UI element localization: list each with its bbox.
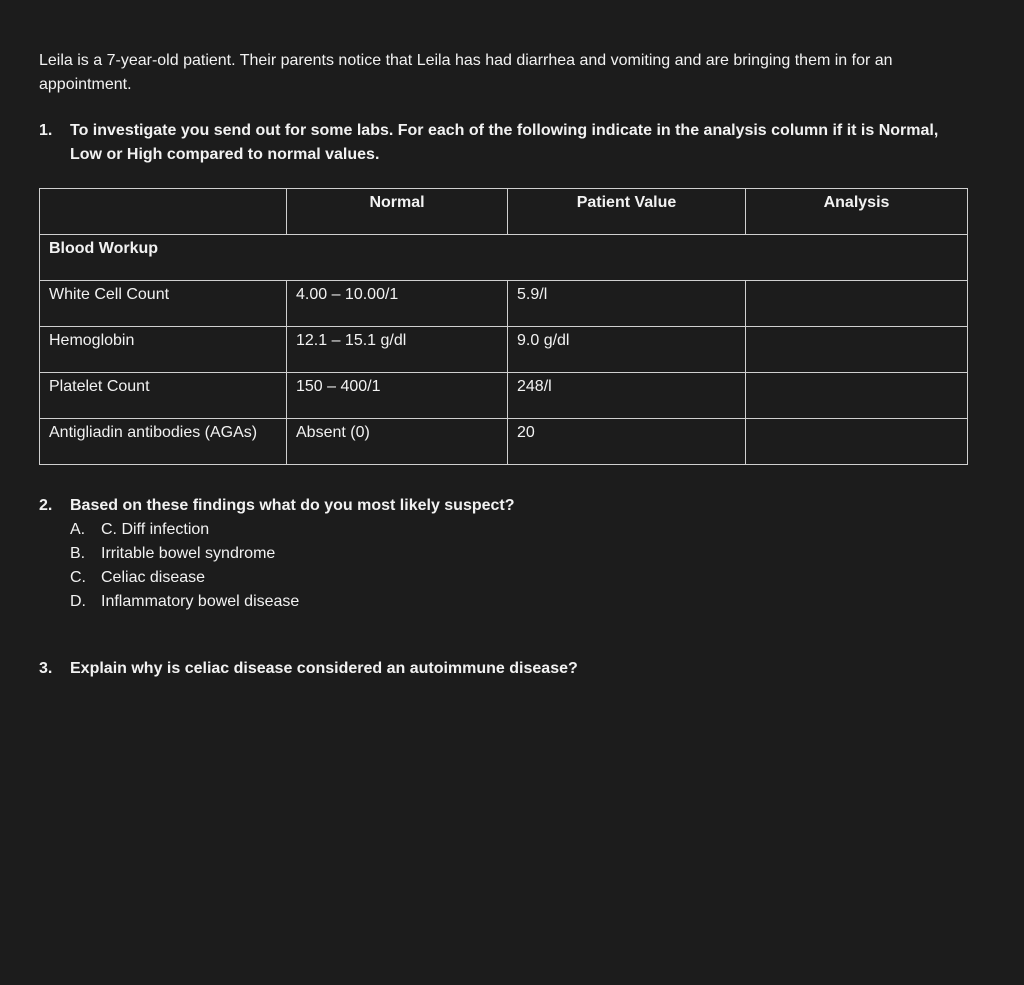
analysis-cell[interactable]: [746, 327, 968, 373]
normal-range: Absent (0): [287, 419, 508, 465]
lab-results-table: [39, 188, 968, 465]
option-text: Celiac disease: [101, 569, 206, 586]
option-letter: C.: [70, 569, 86, 586]
answer-option-d[interactable]: [70, 590, 974, 614]
question-2-text: Based on these findings what do you most likely suspect?: [70, 497, 515, 514]
analysis-cell[interactable]: [746, 281, 968, 327]
question-2-number: 2.: [39, 497, 53, 514]
normal-range: 4.00 – 10.00/1: [287, 281, 508, 327]
question-2: [39, 494, 974, 614]
answer-option-a[interactable]: [70, 518, 974, 542]
question-3-text: Explain why is celiac disease considered an autoimmune disease?: [70, 660, 578, 677]
intro-paragraph: Leila is a 7-year-old patient. Their parents notice that Leila has had diarrhea and vomiting and are bringing them in for an appointment.: [39, 52, 893, 93]
option-letter: A.: [70, 521, 86, 538]
test-name: Antigliadin antibodies (AGAs): [40, 419, 287, 465]
option-letter: B.: [70, 545, 86, 562]
normal-range: 12.1 – 15.1 g/dl: [287, 327, 508, 373]
header-normal: Normal: [287, 189, 508, 235]
test-name: Platelet Count: [40, 373, 287, 419]
analysis-cell[interactable]: [746, 419, 968, 465]
section-row: [40, 235, 968, 281]
header-test: [40, 189, 287, 235]
table-row: [40, 419, 968, 465]
patient-value: 5.9/l: [508, 281, 746, 327]
patient-value: 248/l: [508, 373, 746, 419]
table-row: [40, 373, 968, 419]
section-label-blood-workup: Blood Workup: [40, 235, 968, 281]
question-3: [39, 657, 974, 681]
test-name: Hemoglobin: [40, 327, 287, 373]
answer-option-c[interactable]: [70, 566, 974, 590]
question-2-heading: [39, 494, 974, 518]
table-row: [40, 327, 968, 373]
question-3-number: 3.: [39, 660, 53, 677]
option-text: Inflammatory bowel disease: [101, 593, 300, 610]
analysis-cell[interactable]: [746, 373, 968, 419]
header-analysis: Analysis: [746, 189, 968, 235]
table-header-row: [40, 189, 968, 235]
answer-options: [70, 518, 974, 614]
patient-value: 9.0 g/dl: [508, 327, 746, 373]
answer-option-b[interactable]: [70, 542, 974, 566]
table-row: [40, 281, 968, 327]
patient-value: 20: [508, 419, 746, 465]
question-1-text: To investigate you send out for some labs. For each of the following indicate in the analysis column if it is Normal, Low or High compared to normal values.: [70, 122, 939, 163]
normal-range: 150 – 400/1: [287, 373, 508, 419]
option-text: Irritable bowel syndrome: [101, 545, 276, 562]
option-text: C. Diff infection: [101, 521, 210, 538]
test-name: White Cell Count: [40, 281, 287, 327]
question-1: [39, 119, 974, 167]
header-patient-value: Patient Value: [508, 189, 746, 235]
question-1-number: 1.: [39, 122, 53, 139]
option-letter: D.: [70, 593, 86, 610]
worksheet-page: [39, 49, 974, 677]
